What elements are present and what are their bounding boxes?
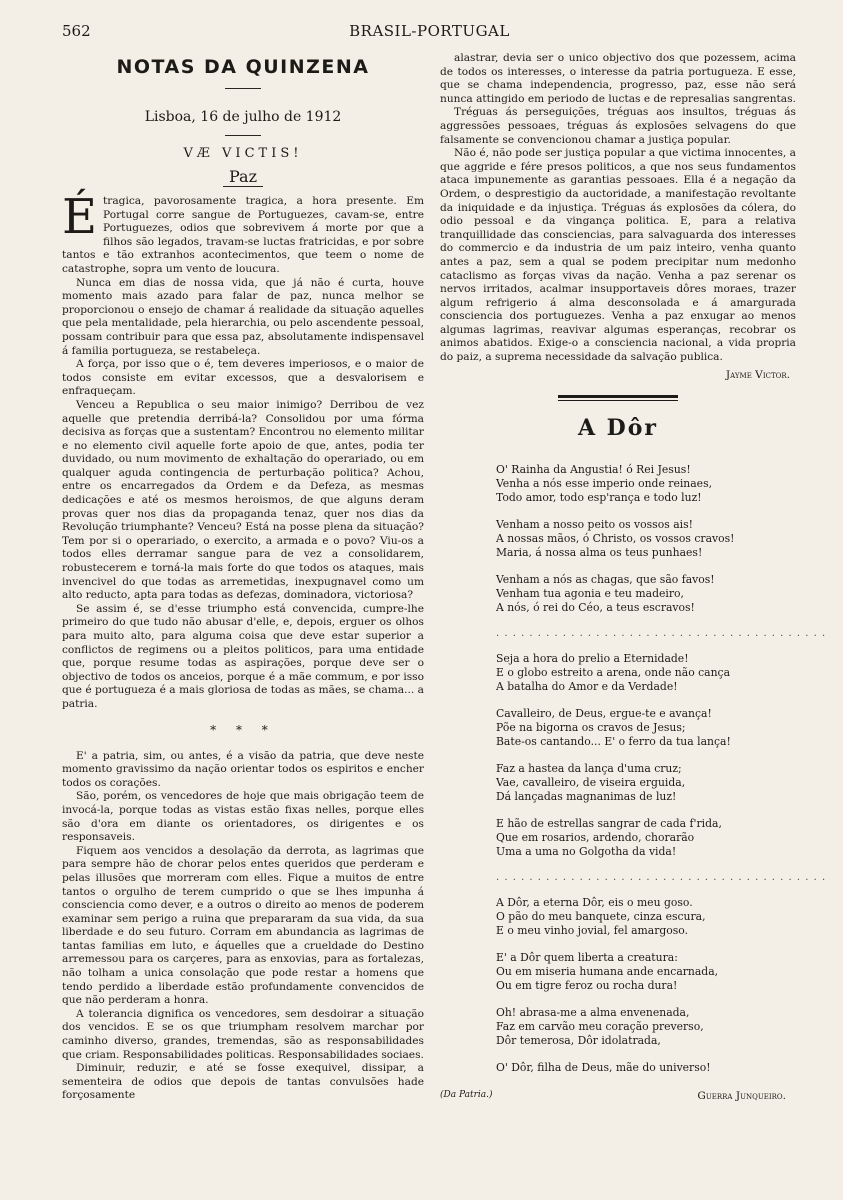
paragraph-text: Fiquem aos vencidos a desolação da derrota, as lagrimas que para sempre hão de chorar pelos entes queridos que perderam e pelas illusões que morreram com elles. Fique a muitos de entre tantos o orgulho de terem cumprido o que se lhes impunha á consciencia como dever, e a outros o direito ao menos de poderem examinar sem perigo a ruina que prepararam da sua vida, da sua liberdade e do seu futuro. Corram em abundancia as lagrimas de tantas familias em luto, e áquelles que a crueldade do Destino arremessou para os carçeres, para as enxovias, para as fortalezas, não tolham a unica consolação que pode restar a homens que tendo perdido a liberdade estão profundamente convencidos de que não perderam a honra.	[62, 844, 424, 1007]
paragraph-text: E' a patria, sim, ou antes, é a visão da patria, que deve neste momento gravissimo da nação orientar todos os espiritos e encher todos os corações.	[62, 749, 424, 789]
poem-line: O pão do meu banquete, cinza escura,	[496, 909, 706, 923]
poem-line: Faz a hastea da lança d'uma cruz;	[496, 761, 682, 775]
poem-line: E o globo estreito a arena, onde não cança	[496, 665, 731, 679]
poem-line: A Dôr, a eterna Dôr, eis o meu goso.	[496, 895, 693, 909]
poem-stanza	[496, 817, 796, 859]
poem-stanza	[496, 1006, 796, 1048]
paragraph-text: Venceu a Republica o seu maior inimigo? Derribou de vez aquelle que pretendia derribá-la? Consolidou por uma fórma decisiva as forças que a sustentam? Encontrou no elemento militar e no elemento civil aquelle forte apoio de que, antes, podia ter duvidado, ou num movimento de exhaltação do operariado, ou em qualquer aguda contingencia de perturbação politica? Achou, entre os encarregados da Ordem e da Defeza, as mesmas dedicações e até os mesmos heroismos, de que alguns deram provas quer nos dias da propaganda tenaz, quer nos dias da Revolução triumphante? Venceu? Está na posse plena da situação? Tem por si o operariado, o exercito, a armada e o povo? Viu-os a todos elles derramar sangue para de vez a consolidarem, robustecerem e torná-la mais forte do que todos os ataques, mais invencivel do que todas as arremetidas, inexpugnavel como um alto reducto, apta para todas as defezas, dominadora, victoriosa?	[62, 398, 424, 602]
poem-stanza	[496, 463, 796, 505]
poem-line: Faz em carvão meu coração preverso,	[496, 1019, 704, 1033]
poem-line: Todo amor, todo esp'rança e todo luz!	[496, 490, 702, 504]
left-column	[62, 52, 424, 1147]
paragraph	[440, 52, 796, 106]
article-title: NOTAS DA QUINZENA	[116, 56, 370, 78]
poem-line: Bate-os cantando... E' o ferro da tua lança!	[496, 734, 731, 748]
poem-line: Põe na bigorna os cravos de Jesus;	[496, 720, 686, 734]
poem-line: Ou em tigre feroz ou rocha dura!	[496, 978, 678, 992]
poem-line: Seja a hora do prelio a Eternidade!	[496, 651, 689, 665]
paragraph-text: alastrar, devia ser o unico objectivo dos que pozessem, acima de todos os interesses, o interesse da patria portugueza. E esse, que se chama independencia, progresso, paz, esse não será nunca attingido em periodo de luctas e de represalias sangrentas.	[440, 52, 796, 105]
poem-stanza	[496, 652, 796, 694]
poem-line: O' Rainha da Angustia! ó Rei Jesus!	[496, 462, 691, 476]
paragraph	[440, 106, 796, 147]
poem-body	[440, 462, 827, 1075]
poem-footer	[440, 1088, 796, 1106]
paragraph	[62, 1062, 424, 1103]
poem-line: Ou em miseria humana ande encarnada,	[496, 964, 719, 978]
poem-line: Dá lançadas magnanimas de luz!	[496, 789, 677, 803]
article-body-part-2	[62, 750, 424, 1103]
poem-stanza	[496, 518, 796, 560]
paragraph	[62, 189, 424, 277]
poem-line: Maria, á nossa alma os teus punhaes!	[496, 545, 703, 559]
paragraph-text: Tréguas ás perseguições, tréguas aos insultos, tréguas ás aggressões pessoaes, tréguas ás explosões selvagens do que falsamente se convencionou chamar a justiça popular.	[440, 106, 796, 146]
poem-separator-rule	[558, 395, 678, 401]
paragraph-text: tragica, pavorosamente tragica, a hora presente. Em Portugal corre sangue de Portuguezes, cavam-se, entre Portuguezes, odios que sobrevivem á morte por que a filhos são legados, travam-se luctas fratricidas, e por sobre tantos e tão extranhos acontecimentos, que teem o nome de catastrophe, sopra um vento de loucura.	[62, 195, 424, 275]
running-title: BRASIL-PORTUGAL	[349, 22, 510, 40]
paragraph	[62, 790, 424, 844]
article-author: Jayme Victor.	[725, 368, 790, 381]
article-body-continued	[440, 52, 796, 365]
stanza-break-dots: . . . . . . . . . . . . . . . . . . . . . . . . . . . . . . . . . . . . . . . .	[496, 871, 827, 883]
paragraph	[62, 1008, 424, 1062]
paragraph-text: Diminuir, reduzir, e até se fosse exequivel, dissipar, a sementeira de odios que depois de tantas convulsões hade forçosamente	[62, 1062, 424, 1102]
title-rule	[225, 88, 261, 89]
dateline: Lisboa, 16 de julho de 1912	[144, 109, 342, 125]
poem-line: Dôr temerosa, Dôr idolatrada,	[496, 1033, 661, 1047]
poem-line: Venham tua agonia e teu madeiro,	[496, 586, 684, 600]
article-body-part-1	[62, 189, 424, 712]
poem-line: E o meu vinho jovial, fel amargoso.	[496, 923, 689, 937]
stanza-break-dots: . . . . . . . . . . . . . . . . . . . . . . . . . . . . . . . . . . . . . . . .	[496, 627, 827, 639]
poem-title: A Dôr	[577, 414, 659, 441]
poem-line: Venham a nosso peito os vossos ais!	[496, 517, 693, 531]
paragraph-text: A tolerancia dignifica os vencedores, sem desdoirar a situação dos vencidos. E se os que triumpham resolvem marchar por caminho diverso, grandes, tremendas, são as responsabilidades que criam. Responsabilidades politicas. Responsabilidades sociaes.	[62, 1007, 424, 1061]
poem-line: A nossas mãos, ó Christo, os vossos cravos!	[496, 531, 735, 545]
poem-source-note: (Da Patria.)	[440, 1089, 493, 1100]
page-number: 562	[62, 22, 91, 40]
section-separator: * * *	[210, 722, 276, 737]
poem-stanza	[496, 573, 796, 615]
dateline-rule	[225, 135, 261, 136]
running-header	[62, 22, 797, 44]
poem-line: A batalha do Amor e da Verdade!	[496, 679, 678, 693]
poem-stanza	[496, 1061, 796, 1075]
paragraph	[62, 358, 424, 399]
poem-line: Cavalleiro, de Deus, ergue-te e avança!	[496, 706, 712, 720]
poem-line: E hão de estrellas sangrar de cada f'rida,	[496, 816, 722, 830]
paragraph	[62, 399, 424, 603]
paragraph-text: São, porém, os vencedores de hoje que mais obrigação teem de invocá-la, porque todas as vistas estão fixas nelles, porque elles são d'ora em diante os orientadores, os dirigentes e os responsaveis.	[62, 790, 424, 844]
paragraph	[62, 845, 424, 1008]
poem-line: A nós, ó rei do Céo, a teus escravos!	[496, 600, 695, 614]
poem-line: Uma a uma no Golgotha da vida!	[496, 844, 677, 858]
poem-stanza	[496, 762, 796, 804]
poem-line: Vae, cavalleiro, de viseira erguida,	[496, 775, 686, 789]
poem-line: Venham a nós as chagas, que são favos!	[496, 572, 715, 586]
motto: VÆ VICTIS!	[183, 146, 303, 161]
paragraph	[440, 147, 796, 365]
section-heading: Paz	[223, 167, 263, 187]
paragraph-text: Não é, não pode ser justiça popular a que victima innocentes, a que aggride e fére presos politicos, a que nos seus fundamentos ataca impunemente as garantias pessoaes. Ella é a negação da Ordem, o desprestigio da auctoridade, a manifestação revoltante da iniquidade e da injustiça. Tréguas ás explosões da cólera, do odio pessoal e da vingança politica. E, para a relativa tranquillidade das consciencias, para salvaguarda dos interesses do commercio e da industria de um paiz inteiro, venha quanto antes a paz, sem a qual se podem precipitar num medonho cataclismo as forças vivas da nação. Venha a paz serenar os nervos irritados, acalmar insupportaveis dôres moraes, trazer algum refrigerio á alma desconsolada e á amargurada consciencia dos portuguezes. Venha a paz enxugar ao menos algumas lagrimas, reavivar algumas esperanças, recobrar os animos abatidos. Exige-o a consciencia nacional, a vida propria do paiz, a suprema necessidade da salvação publica.	[440, 147, 796, 364]
paragraph-text: Nunca em dias de nossa vida, que já não é curta, houve momento mais azado para falar de paz, nunca melhor se proporcionou o ensejo de chamar á realidade da situação aquelles que pela mentalidade, pela hierarchia, ou pelo ascendente pessoal, possam contribuir para que essa paz, absolutamente indispensavel á familia portugueza, se restabeleça.	[62, 276, 424, 357]
poem-line: Oh! abrasa-me a alma envenenada,	[496, 1005, 690, 1019]
poem-stanza	[496, 951, 796, 993]
poem-stanza	[496, 707, 796, 749]
poem-line: O' Dôr, filha de Deus, mãe do universo!	[496, 1060, 711, 1074]
poem-line: Que em rosarios, ardendo, chorarão	[496, 830, 695, 844]
poem-stanza	[496, 896, 796, 938]
poem-line: E' a Dôr quem liberta a creatura:	[496, 950, 678, 964]
paragraph	[62, 750, 424, 791]
drop-cap: É	[62, 189, 98, 245]
right-column	[440, 52, 827, 1147]
paragraph	[62, 603, 424, 712]
paragraph	[62, 277, 424, 359]
poem-line: Venha a nós esse imperio onde reinaes,	[496, 476, 713, 490]
paragraph-text: Se assim é, se d'esse triumpho está convencida, cumpre-lhe primeiro do que tudo não abusar d'elle, e, depois, erguer os olhos para muito alto, para alguma coisa que deve estar superior a conflictos de regimens ou a pleitos politicos, para uma entidade que, porque resume todas as aspirações, porque deve ser o objectivo de todos os anceios, porque é a mãe commum, e por isso que é portugueza é a mais gloriosa de todas as mães, se chama... a patria.	[62, 602, 424, 710]
poem-author: Guerra Junqueiro.	[697, 1089, 786, 1102]
paragraph-text: A força, por isso que o é, tem deveres imperiosos, e o maior de todos consiste em evitar excessos, que a desvalorisem e enfraqueçam.	[62, 358, 424, 398]
